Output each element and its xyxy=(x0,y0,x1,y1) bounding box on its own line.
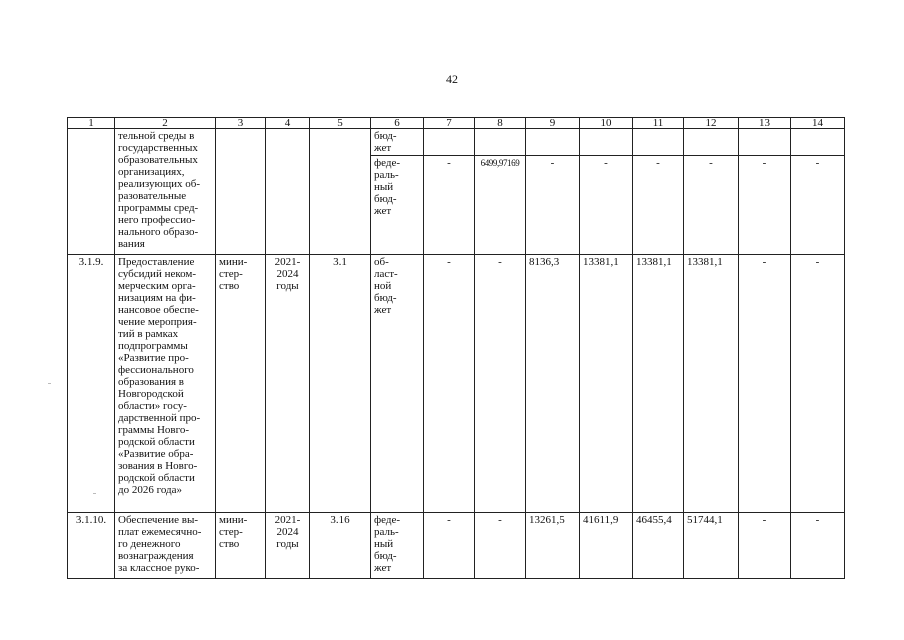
value-cell xyxy=(739,129,791,156)
funding-source-cell: феде- раль- ный бюд- жет xyxy=(371,156,424,255)
value-cell: - xyxy=(791,513,845,579)
executor-cell: мини- стер- ство xyxy=(216,255,266,513)
value-cell: 51744,1 xyxy=(684,513,739,579)
value-cell xyxy=(684,129,739,156)
table-row xyxy=(68,129,845,156)
page-number: 42 xyxy=(446,72,458,86)
value-cell: 8136,3 xyxy=(526,255,580,513)
value-cell: - xyxy=(475,255,526,513)
target-cell xyxy=(310,129,371,255)
value-cell: 13261,5 xyxy=(526,513,580,579)
value-cell: - xyxy=(739,255,791,513)
funding-source-cell: об- ласт- ной бюд- жет xyxy=(371,255,424,513)
row-number-cell xyxy=(68,129,115,255)
scan-speck xyxy=(48,383,51,384)
value-cell: - xyxy=(424,513,475,579)
column-header: 7 xyxy=(424,118,475,129)
value-cell: - xyxy=(424,255,475,513)
value-cell: - xyxy=(684,156,739,255)
period-cell: 2021- 2024 годы xyxy=(266,513,310,579)
column-header: 12 xyxy=(684,118,739,129)
value-cell: - xyxy=(633,156,684,255)
column-header: 8 xyxy=(475,118,526,129)
value-cell xyxy=(475,129,526,156)
table-row xyxy=(68,513,845,579)
column-header: 2 xyxy=(115,118,216,129)
description-cell: Обеспечение вы- плат ежемесячно- го денежного вознаграждения за классное руко- xyxy=(115,513,216,579)
column-header: 13 xyxy=(739,118,791,129)
column-header: 11 xyxy=(633,118,684,129)
row-number-cell: 3.1.10. xyxy=(68,513,115,579)
column-header: 3 xyxy=(216,118,266,129)
description-cell: тельной среды в государственных образовательных организациях, реализующих об- разовательные программы сред- него профессио- нального образо- вания xyxy=(115,129,216,255)
value-cell: - xyxy=(791,156,845,255)
value-cell: 13381,1 xyxy=(684,255,739,513)
period-cell xyxy=(266,129,310,255)
value-cell: - xyxy=(580,156,633,255)
value-cell: 13381,1 xyxy=(580,255,633,513)
value-cell xyxy=(580,129,633,156)
target-cell: 3.16 xyxy=(310,513,371,579)
value-cell: - xyxy=(739,513,791,579)
column-header: 5 xyxy=(310,118,371,129)
value-cell: - xyxy=(526,156,580,255)
value-cell: 41611,9 xyxy=(580,513,633,579)
description-cell: Предоставление субсидий неком- мерческим орга- низациям на фи- нансовое обеспе- чение мероприя- тий в рамках подпрограммы «Развитие про- фессионального образования в Новгородской области» госу- дарственной про- граммы Новго- родской области «Развитие обра- зования в Новго- родской области до 2026 года» xyxy=(115,255,216,513)
row-number-cell: 3.1.9. xyxy=(68,255,115,513)
value-cell xyxy=(424,129,475,156)
value-cell: - xyxy=(739,156,791,255)
column-header: 9 xyxy=(526,118,580,129)
value-cell xyxy=(791,129,845,156)
value-cell: 13381,1 xyxy=(633,255,684,513)
column-header: 14 xyxy=(791,118,845,129)
target-cell: 3.1 xyxy=(310,255,371,513)
column-number-row xyxy=(68,118,845,129)
column-header: 6 xyxy=(371,118,424,129)
executor-cell xyxy=(216,129,266,255)
column-header: 1 xyxy=(68,118,115,129)
value-cell xyxy=(633,129,684,156)
period-cell: 2021- 2024 годы xyxy=(266,255,310,513)
funding-source-cell: феде- раль- ный бюд- жет xyxy=(371,513,424,579)
table-row xyxy=(68,255,845,513)
value-cell: - xyxy=(424,156,475,255)
value-cell: 6499,97169 xyxy=(475,156,526,255)
value-cell: 46455,4 xyxy=(633,513,684,579)
value-cell: - xyxy=(475,513,526,579)
value-cell xyxy=(526,129,580,156)
executor-cell: мини- стер- ство xyxy=(216,513,266,579)
value-cell: - xyxy=(791,255,845,513)
budget-table xyxy=(67,117,845,579)
column-header: 4 xyxy=(266,118,310,129)
column-header: 10 xyxy=(580,118,633,129)
funding-source-cell: бюд- жет xyxy=(371,129,424,156)
